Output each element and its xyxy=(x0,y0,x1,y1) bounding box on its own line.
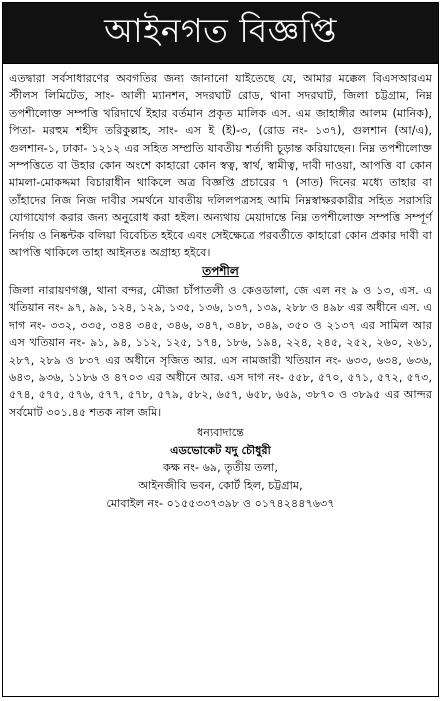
schedule-text: জিলা নারায়ণগঞ্জ, থানা বন্দর, মৌজা চাঁপাতলী ও কেওডালা, জে এল নং ৯ ও ১৩, এস. এ খতিয়ান নং- ৯৭, ৯৯, ১২৪, ১২৯, ১৩৫, ১৩৬, ১৩৭, ১৩৯, ২৮৮ ও ৪৯৮ এর অধীনে এস. এ দাগ নং- ৩৩২, ৩৩৫, ৩৪৪ ৩৪৫, ৩৪৬, ৩৪৭, ৩৪৮, ৩৪৯, ৩৫০ ও ২১৩৭ এর সামিল আর এস খতিয়ান নং- ৯১, ৯৪, ১১২, ১২৫, ১৭৪, ১৮৬, ১৯৪, ২২৪, ২৪৫, ২৫২, ২৬০, ২৬১, ২৮৭, ২৮৯ ও ৮৩৭ এর অধীনে সৃজিত আর. এস নামজারী খতিয়ান নং- ৬৩৩, ৬৩৪, ৬৩৬, ৬৪৩, ৯৩৬, ১১৮৬ ও ৪৭০৩ এর অধীনে আর. এস দাগ নং- ৫৫৮, ৫৭০, ৫৭১, ৫৭২, ৫৭৩, ৫৭৪, ৫৭৫, ৫৭৬, ৫৭৭, ৫৭৮, ৫৭৯, ৫৮২, ৬৫৭, ৬৫৮, ৬৫৯, ৩৮৭০ ও ৩৮৯৫ এর আন্দর সর্বমোট ৩০১.৪৫ শতক নাল জমি। xyxy=(9,283,432,419)
notice-body: এতদ্বারা সর্বসাধারণের অবগতির জন্য জানানো যাইতেছে যে, আমার মক্কেল বিএসআরএম স্টীলস লিমিটেড, সাং- আলী ম্যানশন, সদরঘাট রোড, থানা সদরঘাট, জিলা চট্টগ্রাম, নিম্ন তপশীলোক্ত সম্পত্তি খরিদার্থে ইহার বর্তমান প্রকৃত মালিক এস. এম জাহাঙ্গীর আলম (মানিক), পিতা- মরহুম শহীদ তরিকুল্লাহ, সাং- এস ই (ই)-৩, (রোড নং- ১৩৭), গুলশান (আ/এ), গুলশান-১, ঢাকা- ১২১২ এর সহিত সম্প্রতি যাবতীয় শর্তাদী চূড়ান্ত করিয়াছেন। নিম্ন তপশীলোক্ত সম্পত্তিতে বা উহার কোন অংশে কাহারো কোন স্বত্ব, স্বার্থ, স্বামীত্ব, দাবী দাওয়া, আপত্তি বা কোন মামলা-মোকদ্দমা বিচারাধীন থাকিলে অত্র বিজ্ঞপ্তি প্রচারের ৭ (সাত) দিনের মধ্যে তাহার বা তাঁহাদের নিজ নিজ দাবীর সমর্থনে যাবতীয় দলিলপত্রসহ আমি নিম্নস্বাক্ষরকারীর সহিত সরাসরি যোগাযোগ করার জন্য অনুরোধ করা হইল। অন্যথায় মেয়াদান্তে নিম্ন তপশীলোক্ত সম্পত্তি সম্পূর্ণ নির্দায় ও নিষ্কন্টক বলিয়া বিবেচিত হইবে এবং সেইক্ষেত্রে পরবর্তীতে কাহারো কোন প্রকার দাবী বা আপত্তি থাকিলে তাহা আইনতঃ অগ্রাহ্য হইবে। xyxy=(9,72,432,260)
signature-phone: মোবাইল নং- ০১৫৫৩৩৭৩৯৮ ও ০১৭৪২৪৪৭৬৩৭ xyxy=(106,496,335,510)
legal-notice xyxy=(2,2,439,697)
notice-title: আইনগত বিজ্ঞপ্তি xyxy=(104,11,337,50)
signature-name: এডভোকেট যদু চৌধুরী xyxy=(170,443,271,457)
notice-content xyxy=(3,64,438,512)
signature-address: আইনজীবি ভবন, কোর্ট হিল, চট্টগ্রাম, xyxy=(138,478,303,492)
signature-block xyxy=(9,424,432,512)
schedule-heading: তপশীল xyxy=(202,264,239,279)
notice-header xyxy=(3,3,438,64)
signature-room: কক্ষ নং- ৬৯, তৃতীয় তলা, xyxy=(163,461,278,475)
signature-closing: ধন্যবাদান্তে xyxy=(197,426,244,440)
